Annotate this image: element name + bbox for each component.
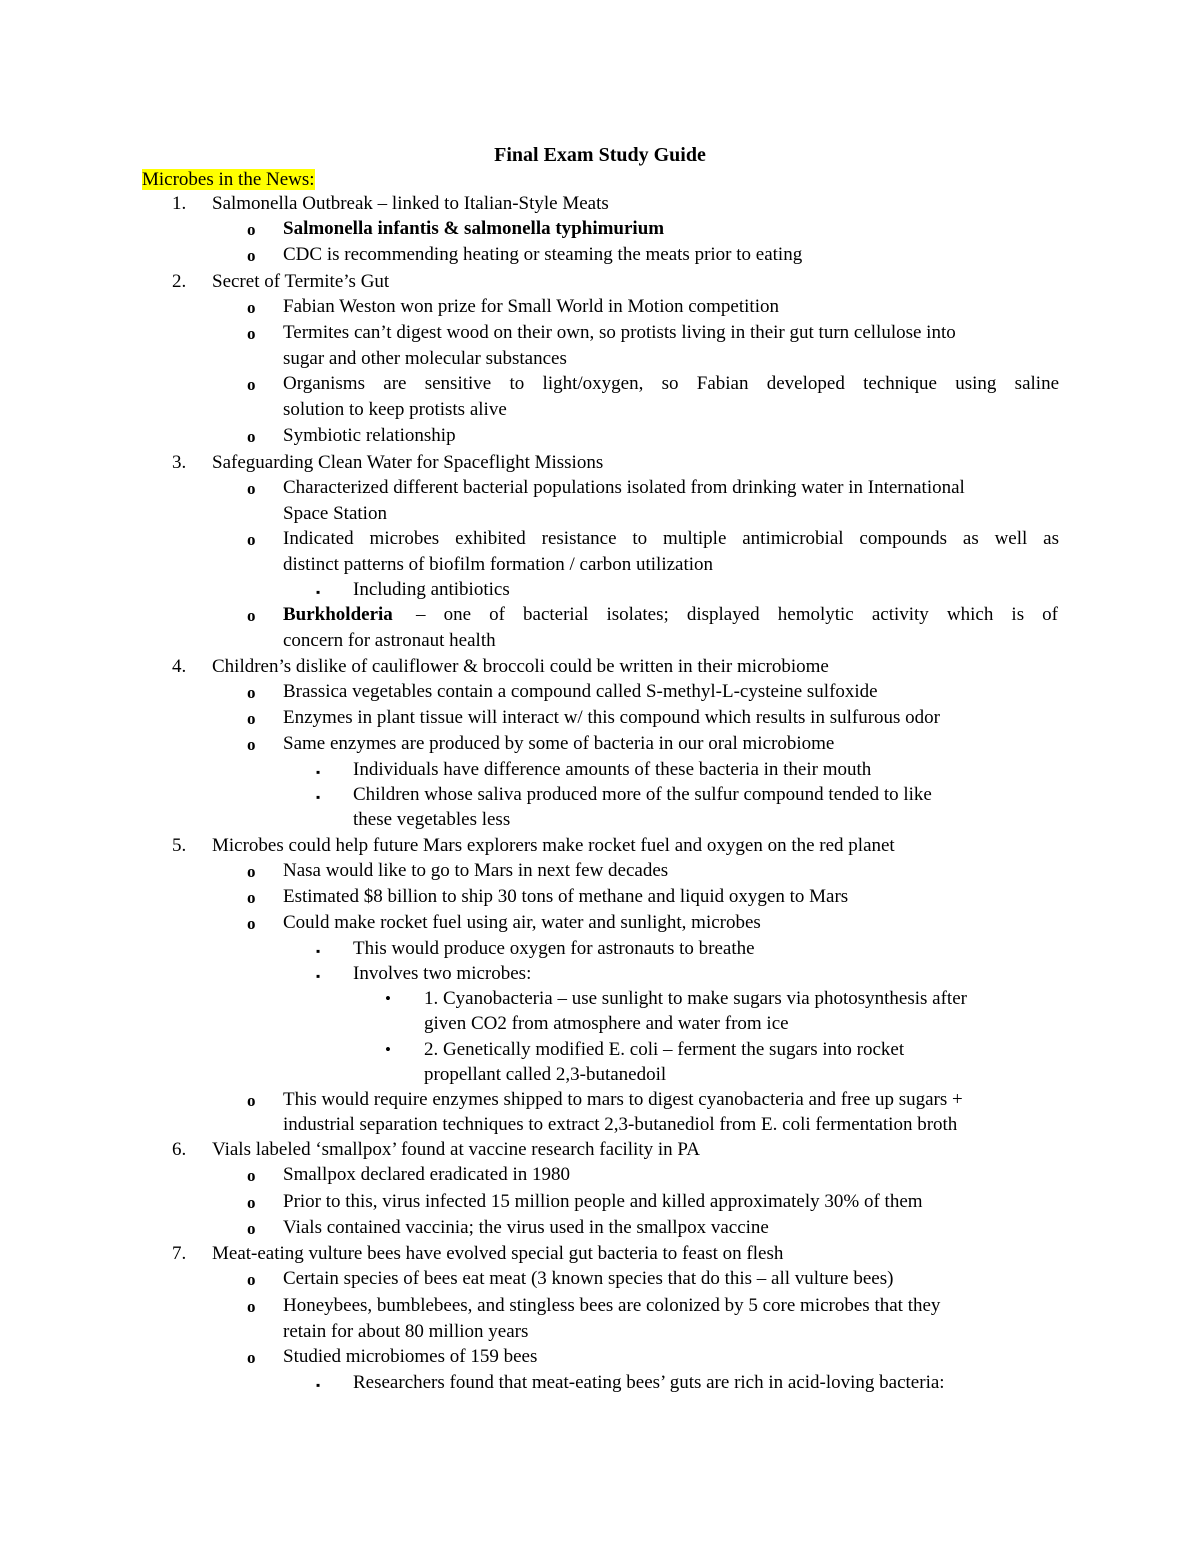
circle-bullet-icon: o xyxy=(247,530,256,549)
sub-item: Nasa would like to go to Mars in next few decades xyxy=(283,860,669,881)
nested-item-continuation: given CO2 from atmosphere and water from ice xyxy=(424,1013,789,1034)
circle-bullet-icon: o xyxy=(247,914,256,933)
square-bullet-icon: ▪ xyxy=(316,790,321,804)
circle-bullet-icon: o xyxy=(247,1193,256,1212)
list-number: 5. xyxy=(172,835,187,856)
circle-bullet-icon: o xyxy=(247,220,256,239)
circle-bullet-icon: o xyxy=(247,1270,256,1289)
sub-item: Vials contained vaccinia; the virus used in the smallpox vaccine xyxy=(283,1217,769,1238)
sub-sub-item-continuation: these vegetables less xyxy=(353,809,511,830)
sub-item: Same enzymes are produced by some of bacteria in our oral microbiome xyxy=(283,733,835,754)
circle-bullet-icon: o xyxy=(247,862,256,881)
list-number: 7. xyxy=(172,1243,187,1264)
sub-item-continuation: industrial separation techniques to extract 2,3-butanediol from E. coli fermentation broth xyxy=(283,1114,958,1135)
circle-bullet-icon: o xyxy=(247,709,256,728)
circle-bullet-icon: o xyxy=(247,1348,256,1367)
list-number: 3. xyxy=(172,452,187,473)
sub-sub-item: Researchers found that meat-eating bees’ guts are rich in acid-loving bacteria: xyxy=(353,1372,945,1393)
square-bullet-icon: ▪ xyxy=(316,585,321,599)
sub-item: Characterized different bacterial populations isolated from drinking water in International xyxy=(283,477,965,498)
sub-item: Fabian Weston won prize for Small World in Motion competition xyxy=(283,296,779,317)
highlighted-section-heading: Microbes in the News: xyxy=(142,169,315,190)
list-item: Salmonella Outbreak – linked to Italian-Style Meats xyxy=(212,193,609,214)
circle-bullet-icon: o xyxy=(247,735,256,754)
sub-item: Indicated microbes exhibited resistance to multiple antimicrobial compounds as well as xyxy=(283,528,1059,549)
list-item: Secret of Termite’s Gut xyxy=(212,271,390,292)
sub-item: Certain species of bees eat meat (3 known species that do this – all vulture bees) xyxy=(283,1268,894,1289)
circle-bullet-icon: o xyxy=(247,1091,256,1110)
page-title: Final Exam Study Guide xyxy=(494,144,706,166)
list-item: Meat-eating vulture bees have evolved special gut bacteria to feast on flesh xyxy=(212,1243,784,1264)
list-item: Vials labeled ‘smallpox’ found at vaccine research facility in PA xyxy=(212,1139,700,1160)
list-number: 2. xyxy=(172,271,187,292)
sub-item: – one of bacterial isolates; displayed hemolytic activity which is of xyxy=(416,604,1058,625)
list-item: Safeguarding Clean Water for Spaceflight Missions xyxy=(212,452,604,473)
circle-bullet-icon: o xyxy=(247,606,256,625)
sub-item: Could make rocket fuel using air, water and sunlight, microbes xyxy=(283,912,761,933)
square-bullet-icon: ▪ xyxy=(316,765,321,779)
circle-bullet-icon: o xyxy=(247,1219,256,1238)
circle-bullet-icon: o xyxy=(247,683,256,702)
sub-item: This would require enzymes shipped to mars to digest cyanobacteria and free up sugars + xyxy=(283,1089,963,1110)
sub-item: CDC is recommending heating or steaming the meats prior to eating xyxy=(283,244,803,265)
circle-bullet-icon: o xyxy=(247,1297,256,1316)
square-bullet-icon: ▪ xyxy=(316,944,321,958)
sub-item-bold-term: Burkholderia xyxy=(283,604,393,625)
sub-sub-item: This would produce oxygen for astronauts to breathe xyxy=(353,938,755,959)
sub-item: Enzymes in plant tissue will interact w/ this compound which results in sulfurous odor xyxy=(283,707,940,728)
sub-item: Estimated $8 billion to ship 30 tons of methane and liquid oxygen to Mars xyxy=(283,886,849,907)
sub-item-continuation: distinct patterns of biofilm formation / carbon utilization xyxy=(283,554,714,575)
sub-item-continuation: Space Station xyxy=(283,503,387,524)
circle-bullet-icon: o xyxy=(247,324,256,343)
circle-bullet-icon: o xyxy=(247,1166,256,1185)
sub-item-continuation: solution to keep protists alive xyxy=(283,399,507,420)
circle-bullet-icon: o xyxy=(247,888,256,907)
sub-sub-item: Including antibiotics xyxy=(353,579,510,600)
sub-item: Studied microbiomes of 159 bees xyxy=(283,1346,538,1367)
sub-item-continuation: sugar and other molecular substances xyxy=(283,348,567,369)
sub-sub-item: Children whose saliva produced more of the sulfur compound tended to like xyxy=(353,784,932,805)
circle-bullet-icon: o xyxy=(247,246,256,265)
dot-bullet-icon: • xyxy=(385,989,391,1008)
list-item: Children’s dislike of cauliflower & broccoli could be written in their microbiome xyxy=(212,656,829,677)
sub-item: Termites can’t digest wood on their own, so protists living in their gut turn cellulose into xyxy=(283,322,956,343)
sub-sub-item: Individuals have difference amounts of these bacteria in their mouth xyxy=(353,759,872,780)
sub-item-continuation: concern for astronaut health xyxy=(283,630,496,651)
square-bullet-icon: ▪ xyxy=(316,969,321,983)
circle-bullet-icon: o xyxy=(247,298,256,317)
circle-bullet-icon: o xyxy=(247,479,256,498)
sub-item: Salmonella infantis & salmonella typhimurium xyxy=(283,218,665,239)
sub-sub-item: Involves two microbes: xyxy=(353,963,532,984)
section-heading xyxy=(142,168,315,192)
dot-bullet-icon: • xyxy=(385,1040,391,1059)
sub-item: Organisms are sensitive to light/oxygen, so Fabian developed technique using saline xyxy=(283,373,1059,394)
list-number: 1. xyxy=(172,193,187,214)
circle-bullet-icon: o xyxy=(247,427,256,446)
sub-item: Prior to this, virus infected 15 million people and killed approximately 30% of them xyxy=(283,1191,923,1212)
nested-item: 2. Genetically modified E. coli – ferment the sugars into rocket xyxy=(424,1039,905,1060)
square-bullet-icon: ▪ xyxy=(316,1378,321,1392)
sub-item: Honeybees, bumblebees, and stingless bees are colonized by 5 core microbes that they xyxy=(283,1295,941,1316)
nested-item: 1. Cyanobacteria – use sunlight to make sugars via photosynthesis after xyxy=(424,988,967,1009)
sub-item: Smallpox declared eradicated in 1980 xyxy=(283,1164,571,1185)
nested-item-continuation: propellant called 2,3-butanedoil xyxy=(424,1064,667,1085)
sub-item: Brassica vegetables contain a compound called S-methyl-L-cysteine sulfoxide xyxy=(283,681,878,702)
sub-item-continuation: retain for about 80 million years xyxy=(283,1321,529,1342)
sub-item: Symbiotic relationship xyxy=(283,425,456,446)
list-item: Microbes could help future Mars explorers make rocket fuel and oxygen on the red planet xyxy=(212,835,895,856)
list-number: 6. xyxy=(172,1139,187,1160)
list-number: 4. xyxy=(172,656,187,677)
circle-bullet-icon: o xyxy=(247,375,256,394)
